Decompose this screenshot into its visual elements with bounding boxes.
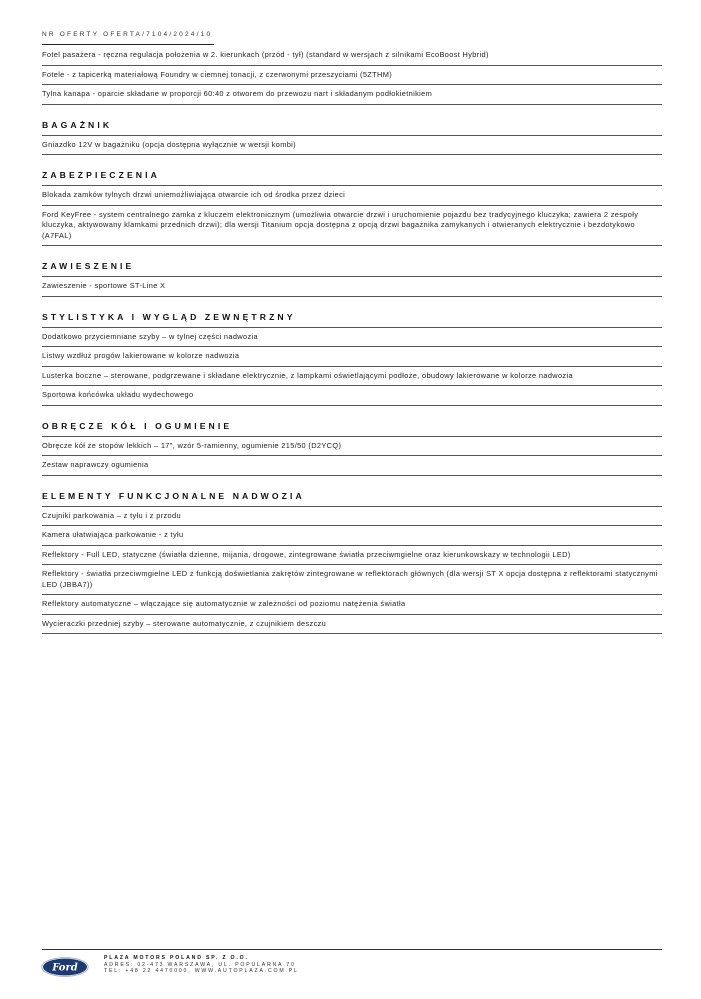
list-item: Fotele - z tapicerką materiałową Foundry w ciemnej tonacji, z czerwonymi przeszyciami (5ZTHM) bbox=[42, 66, 662, 86]
dealer-info bbox=[104, 955, 299, 975]
section-title: ELEMENTY FUNKCJONALNE NADWOZIA bbox=[42, 476, 662, 507]
section-zabezpieczenia bbox=[42, 155, 662, 246]
list-item: Listwy wzdłuż progów lakierowane w kolorze nadwozia bbox=[42, 347, 662, 367]
top-rows bbox=[42, 46, 662, 105]
section-zawieszenie bbox=[42, 246, 662, 297]
list-item: Reflektory automatyczne – włączające się automatycznie w zależności od poziomu natężenia światła bbox=[42, 595, 662, 615]
footer-divider bbox=[42, 949, 662, 950]
section-elementy-funkcjonalne bbox=[42, 476, 662, 635]
list-item: Lusterka boczne – sterowane, podgrzewane i składane elektrycznie, z lampkami oświetlającymi podłoże, obudowy lakierowane w kolorze nadwozia bbox=[42, 367, 662, 387]
list-item: Blokada zamków tylnych drzwi uniemożliwiająca otwarcie ich od środka przez dzieci bbox=[42, 186, 662, 206]
section-title: BAGAŻNIK bbox=[42, 105, 662, 136]
equipment-list bbox=[42, 46, 662, 634]
section-stylistyka bbox=[42, 297, 662, 406]
list-item: Wycieraczki przedniej szyby – sterowane automatycznie, z czujnikiem deszczu bbox=[42, 615, 662, 635]
list-item: Ford KeyFree - system centralnego zamka z kluczem elektronicznym (umożliwia otwarcie drzwi i uruchomienie pojazdu bez tradycyjnego kluczyka; zawiera 2 zespoły kluczyka, aktywowany klamkami przednich drzwi); dla wersji Titanium opcja dostępna z opcją drzwi bagażnika zamykanych i otwieranych elektrycznie i bezdotykowo (A7FAL) bbox=[42, 206, 662, 247]
section-title: ZAWIESZENIE bbox=[42, 246, 662, 277]
offer-number: NR OFERTY OFERTA/7104/2024/10 bbox=[42, 31, 213, 38]
list-item: Dodatkowo przyciemniane szyby – w tylnej części nadwozia bbox=[42, 328, 662, 348]
ford-logo-text: Ford bbox=[52, 962, 78, 974]
list-item: Kamera ułatwiająca parkowanie - z tyłu bbox=[42, 526, 662, 546]
list-item: Sportowa końcówka układu wydechowego bbox=[42, 386, 662, 406]
list-item: Reflektory - Full LED, statyczne (światła dzienne, mijania, drogowe, zintegrowane światła przeciwmgielne oraz kierunkowskazy w technologii LED) bbox=[42, 546, 662, 566]
list-item: Fotel pasażera - ręczna regulacja położenia w 2. kierunkach (przód - tył) (standard w wersjach z silnikami EcoBoost Hybrid) bbox=[42, 46, 662, 66]
section-title: OBRĘCZE KÓŁ I OGUMIENIE bbox=[42, 406, 662, 437]
ford-logo bbox=[41, 957, 89, 977]
list-item: Obręcze kół ze stopów lekkich – 17", wzór 5-ramienny, ogumienie 215/50 (D2YCQ) bbox=[42, 437, 662, 457]
list-item: Zestaw naprawczy ogumienia bbox=[42, 456, 662, 476]
list-item: Tylna kanapa - oparcie składane w proporcji 60:40 z otworem do przewozu nart i składanym podłokietnikiem bbox=[42, 85, 662, 105]
section-bagaznik bbox=[42, 105, 662, 156]
list-item: Gniazdko 12V w bagażniku (opcja dostępna wyłącznie w wersji kombi) bbox=[42, 136, 662, 156]
list-item: Czujniki parkowania – z tyłu i z przodu bbox=[42, 507, 662, 527]
section-obrecze bbox=[42, 406, 662, 476]
company-name: PLAZA MOTORS POLAND SP. Z O.O. bbox=[104, 955, 249, 961]
section-title: ZABEZPIECZENIA bbox=[42, 155, 662, 186]
offer-number-rule bbox=[42, 44, 214, 45]
list-item: Reflektory - światła przeciwmgielne LED z funkcją doświetlania zakrętów zintegrowane w reflektorach głównych (dla wersji ST X opcja dostępna z reflektorami statycznymi LED (JBBA7)) bbox=[42, 565, 662, 595]
list-item: Zawieszenie - sportowe ST-Line X bbox=[42, 277, 662, 297]
section-title: STYLISTYKA I WYGLĄD ZEWNĘTRZNY bbox=[42, 297, 662, 328]
company-address: ADRES: 02-473 WARSZAWA, UL. POPULARNA 70 bbox=[104, 961, 296, 968]
company-contact: TEL: +48 22 4470000, WWW.AUTOPLAZA.COM.PL bbox=[104, 968, 299, 975]
